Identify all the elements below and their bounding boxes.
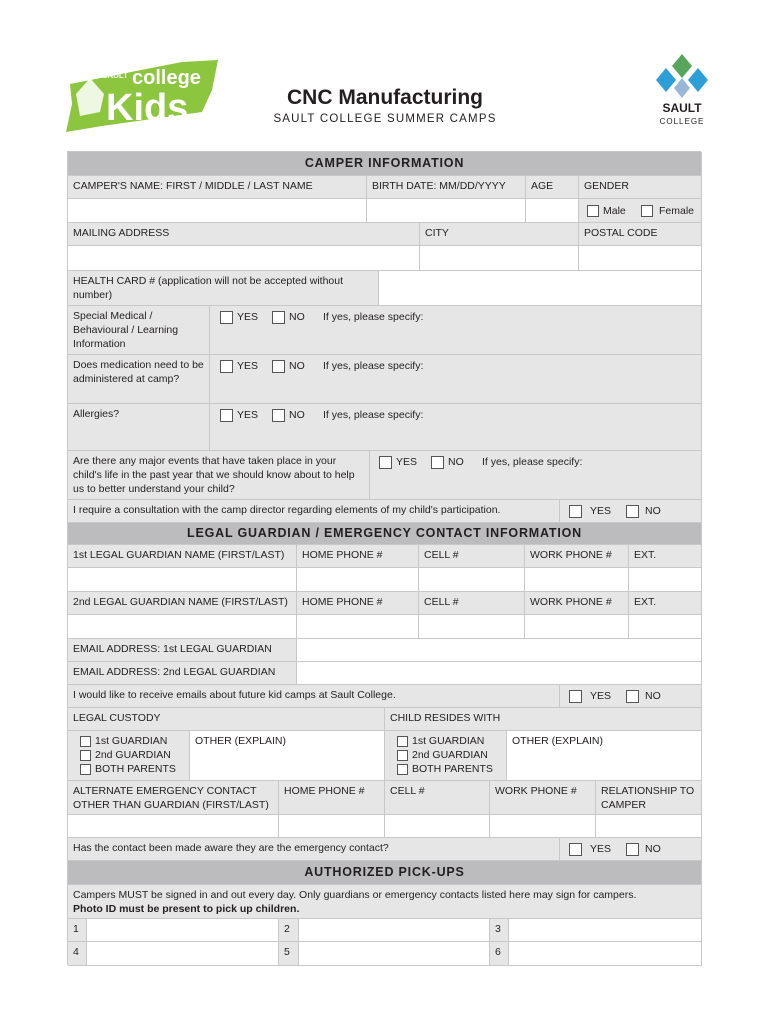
allergies-specify: If yes, please specify: [323, 409, 424, 421]
pickup-1-field[interactable] [87, 919, 279, 942]
special-medical-label: Special Medical / Behavioural / Learning Information [68, 306, 210, 355]
postal-code-field[interactable] [579, 246, 702, 271]
guardian2-name-field[interactable] [68, 615, 297, 639]
logo-sault-text: SAULT [662, 101, 702, 115]
guardian1-work-phone-field[interactable] [525, 568, 629, 592]
resides-both-parents-checkbox[interactable]: BOTH PARENTS [397, 762, 506, 776]
guardian2-work-phone-field[interactable] [525, 615, 629, 639]
contact-aware-yes-checkbox[interactable]: YES [569, 842, 611, 856]
custody-both-parents-checkbox[interactable]: BOTH PARENTS [80, 762, 189, 776]
resides-other-field[interactable] [507, 731, 702, 781]
alt-home-phone-label: HOME PHONE # [279, 781, 385, 815]
child-resides-label: CHILD RESIDES WITH [385, 708, 702, 731]
postal-code-label: POSTAL CODE [579, 223, 702, 246]
logo-college-text: COLLEGE [659, 117, 705, 126]
guardian2-name-label: 2nd LEGAL GUARDIAN NAME (FIRST/LAST) [68, 592, 297, 615]
birth-date-field[interactable] [367, 199, 526, 223]
guardian2-cell-label: CELL # [419, 592, 525, 615]
special-medical-yes-checkbox[interactable]: YES [220, 310, 258, 324]
allergies-options [210, 404, 702, 451]
alt-cell-field[interactable] [385, 815, 490, 838]
city-label: CITY [420, 223, 579, 246]
alt-relationship-label: RELATIONSHIP TO CAMPER [596, 781, 702, 815]
guardian1-ext-label: EXT. [629, 545, 702, 568]
alt-cell-label: CELL # [385, 781, 490, 815]
email1-field[interactable] [297, 639, 702, 662]
section-pickups-title: AUTHORIZED PICK-UPS [68, 861, 702, 885]
guardian1-cell-field[interactable] [419, 568, 525, 592]
medication-no-checkbox[interactable]: NO [272, 359, 305, 373]
age-field[interactable] [526, 199, 579, 223]
legal-custody-label: LEGAL CUSTODY [68, 708, 385, 731]
pickup-5-field[interactable] [299, 942, 490, 966]
resides-2nd-guardian-checkbox[interactable]: 2nd GUARDIAN [397, 748, 506, 762]
contact-aware-options [560, 838, 702, 861]
pickups-note-text: Campers MUST be signed in and out every day. Only guardians or emergency contacts listed here may sign for campers. [73, 889, 637, 901]
future-emails-yes-checkbox[interactable]: YES [569, 689, 611, 703]
medication-options [210, 355, 702, 404]
major-events-yes-checkbox[interactable]: YES [379, 455, 417, 469]
gender-label: GENDER [579, 176, 702, 199]
pickup-number-5: 5 [279, 942, 299, 966]
email2-field[interactable] [297, 662, 702, 685]
alt-work-phone-label: WORK PHONE # [490, 781, 596, 815]
special-medical-options [210, 306, 702, 355]
resides-1st-guardian-checkbox[interactable]: 1st GUARDIAN [397, 734, 506, 748]
future-emails-label: I would like to receive emails about future kid camps at Sault College. [68, 685, 560, 708]
logo-brand-text: SAULT [102, 71, 129, 80]
consultation-yes-checkbox[interactable]: YES [569, 504, 611, 518]
health-card-field[interactable] [379, 271, 702, 306]
custody-options [68, 731, 190, 781]
medication-specify: If yes, please specify: [323, 360, 424, 372]
pickups-note-bold: Photo ID must be present to pick up children. [73, 903, 300, 915]
camper-name-label: CAMPER'S NAME: FIRST / MIDDLE / LAST NAME [68, 176, 367, 199]
gender-male-checkbox[interactable]: Male [587, 204, 626, 218]
allergies-yes-checkbox[interactable]: YES [220, 408, 258, 422]
custody-other-label: OTHER (EXPLAIN) [195, 735, 287, 747]
guardian1-name-label: 1st LEGAL GUARDIAN NAME (FIRST/LAST) [68, 545, 297, 568]
major-events-no-checkbox[interactable]: NO [431, 455, 464, 469]
guardian1-ext-field[interactable] [629, 568, 702, 592]
major-events-options [370, 451, 702, 500]
email1-label: EMAIL ADDRESS: 1st LEGAL GUARDIAN [68, 639, 297, 662]
pickup-2-field[interactable] [299, 919, 490, 942]
logo-word-college: college [132, 67, 201, 89]
pickup-number-1: 1 [68, 919, 87, 942]
guardian1-home-phone-label: HOME PHONE # [297, 545, 419, 568]
custody-2nd-guardian-checkbox[interactable]: 2nd GUARDIAN [80, 748, 189, 762]
custody-1st-guardian-checkbox[interactable]: 1st GUARDIAN [80, 734, 189, 748]
alt-contact-field[interactable] [68, 815, 279, 838]
medication-label: Does medication need to be administered at camp? [68, 355, 210, 404]
guardian1-cell-label: CELL # [419, 545, 525, 568]
special-medical-no-checkbox[interactable]: NO [272, 310, 305, 324]
consultation-no-checkbox[interactable]: NO [626, 504, 661, 518]
page-subtitle: SAULT COLLEGE SUMMER CAMPS [273, 113, 497, 125]
pickups-note [68, 885, 702, 919]
guardian2-ext-label: EXT. [629, 592, 702, 615]
future-emails-no-checkbox[interactable]: NO [626, 689, 661, 703]
consultation-label: I require a consultation with the camp director regarding elements of my child's participation. [68, 500, 560, 523]
age-label: AGE [526, 176, 579, 199]
pickup-6-field[interactable] [509, 942, 702, 966]
alt-relationship-field[interactable] [596, 815, 702, 838]
logo-word-kids: Kids [106, 87, 189, 129]
guardian2-home-phone-label: HOME PHONE # [297, 592, 419, 615]
future-emails-options [560, 685, 702, 708]
pickup-3-field[interactable] [509, 919, 702, 942]
major-events-specify: If yes, please specify: [482, 456, 583, 468]
guardian2-home-phone-field[interactable] [297, 615, 419, 639]
gender-female-checkbox[interactable]: Female [641, 204, 694, 218]
contact-aware-label: Has the contact been made aware they are the emergency contact? [68, 838, 560, 861]
major-events-label: Are there any major events that have taken place in your child's life in the past year that we should know about to help us to better understand your child? [68, 451, 370, 500]
alt-work-phone-field[interactable] [490, 815, 596, 838]
pickup-4-field[interactable] [87, 942, 279, 966]
section-camper-title: CAMPER INFORMATION [68, 152, 702, 176]
allergies-no-checkbox[interactable]: NO [272, 408, 305, 422]
camper-name-field[interactable] [68, 199, 367, 223]
mailing-address-field[interactable] [68, 246, 420, 271]
resides-options [385, 731, 507, 781]
special-medical-specify: If yes, please specify: [323, 311, 424, 323]
page-title: CNC Manufacturing [287, 86, 483, 109]
allergies-label: Allergies? [68, 404, 210, 451]
city-field[interactable] [420, 246, 579, 271]
pickup-number-4: 4 [68, 942, 87, 966]
mailing-address-label: MAILING ADDRESS [68, 223, 420, 246]
guardian1-home-phone-field[interactable] [297, 568, 419, 592]
medication-yes-checkbox[interactable]: YES [220, 359, 258, 373]
custody-other-field[interactable] [190, 731, 385, 781]
alt-home-phone-field[interactable] [279, 815, 385, 838]
guardian1-name-field[interactable] [68, 568, 297, 592]
pickup-number-2: 2 [279, 919, 299, 942]
gender-options [579, 199, 702, 223]
guardian2-work-phone-label: WORK PHONE # [525, 592, 629, 615]
registration-form [67, 151, 701, 965]
email2-label: EMAIL ADDRESS: 2nd LEGAL GUARDIAN [68, 662, 297, 685]
birth-date-label: BIRTH DATE: MM/DD/YYYY [367, 176, 526, 199]
guardian2-cell-field[interactable] [419, 615, 525, 639]
pickup-number-3: 3 [490, 919, 509, 942]
section-guardian-title: LEGAL GUARDIAN / EMERGENCY CONTACT INFORMATION [68, 523, 702, 545]
contact-aware-no-checkbox[interactable]: NO [626, 842, 661, 856]
guardian2-ext-field[interactable] [629, 615, 702, 639]
resides-other-label: OTHER (EXPLAIN) [512, 735, 604, 747]
alt-contact-label: ALTERNATE EMERGENCY CONTACT OTHER THAN GUARDIAN (FIRST/LAST) [68, 781, 279, 815]
pickup-number-6: 6 [490, 942, 509, 966]
consultation-options [560, 500, 702, 523]
guardian1-work-phone-label: WORK PHONE # [525, 545, 629, 568]
health-card-label: HEALTH CARD # (application will not be accepted without number) [68, 271, 379, 306]
